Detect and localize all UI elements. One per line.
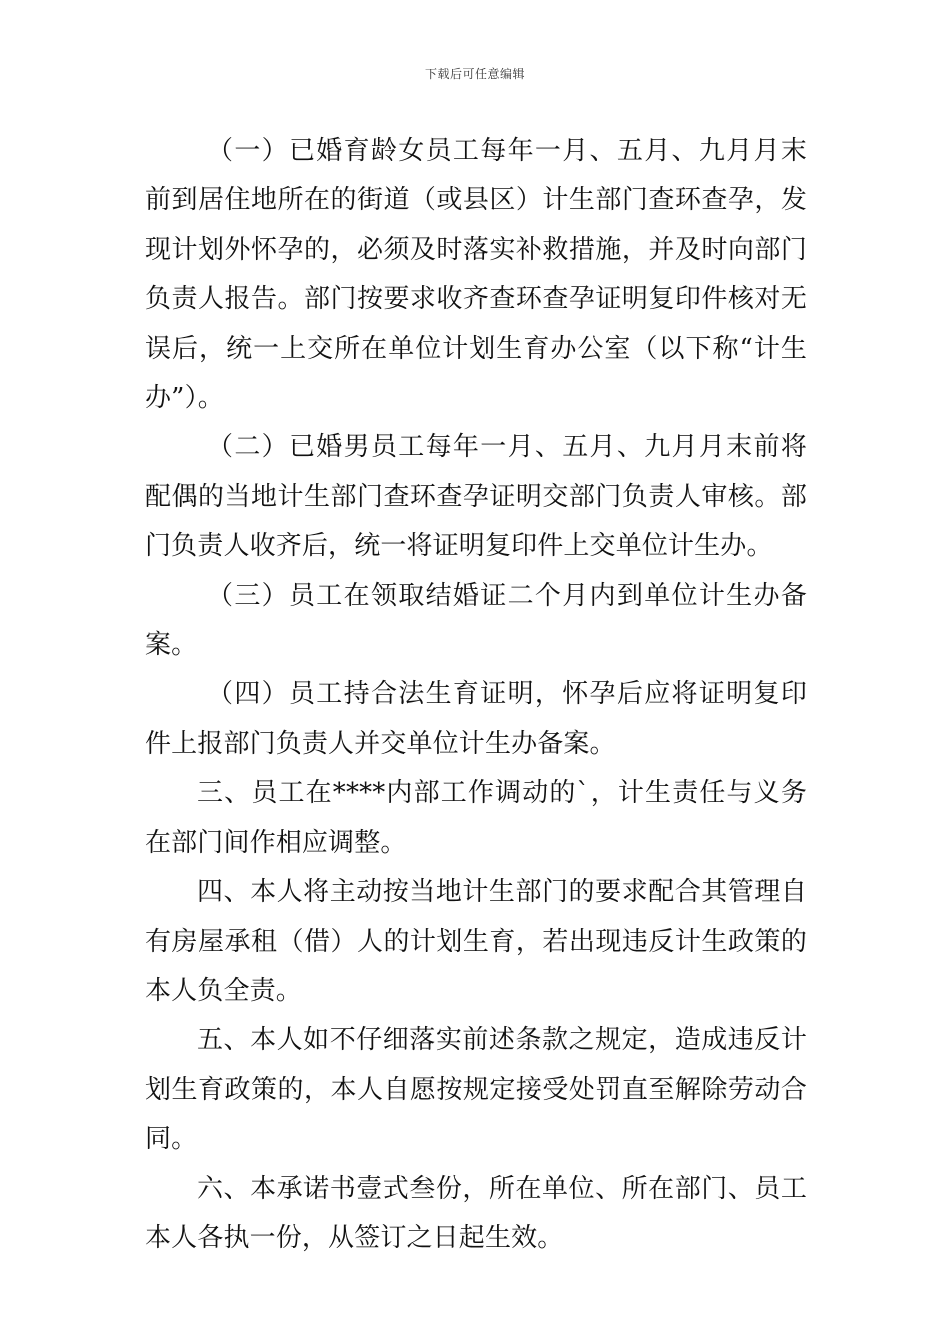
paragraph-clause-5: 五、本人如不仔细落实前述条款之规定，造成违反计划生育政策的，本人自愿按规定接受处罚直至解除劳动合同。 [145, 1025, 807, 1155]
paragraph-clause-3: 三、员工在****内部工作调动的`，计生责任与义务在部门间作相应调整。 [145, 778, 807, 858]
paragraph-item-2: （二）已婚男员工每年一月、五月、九月月末前将配偶的当地计生部门查环查孕证明交部门负责人审核。部门负责人收齐后，统一将证明复印件上交单位计生办。 [145, 432, 807, 562]
document-body [145, 127, 807, 1263]
paragraph-clause-6: 六、本承诺书壹式叁份，所在单位、所在部门、员工本人各执一份，从签订之日起生效。 [145, 1173, 807, 1253]
paragraph-item-3: （三）员工在领取结婚证二个月内到单位计生办备案。 [145, 580, 807, 661]
paragraph-item-1: （一）已婚育龄女员工每年一月、五月、九月月末前到居住地所在的街道（或县区）计生部门查环查孕，发现计划外怀孕的，必须及时落实补救措施，并及时向部门负责人报告。部门按要求收齐查环查孕证明复印件核对无误后，统一上交所在单位计划生育办公室（以下称“计生办”）。 [145, 136, 807, 414]
page-header-note: 下载后可任意编辑 [424, 67, 525, 81]
paragraph-clause-4: 四、本人将主动按当地计生部门的要求配合其管理自有房屋承租（借）人的计划生育，若出现违反计生政策的本人负全责。 [145, 877, 807, 1006]
paragraph-item-4: （四）员工持合法生育证明，怀孕后应将证明复印件上报部门负责人并交单位计生办备案。 [145, 679, 807, 759]
